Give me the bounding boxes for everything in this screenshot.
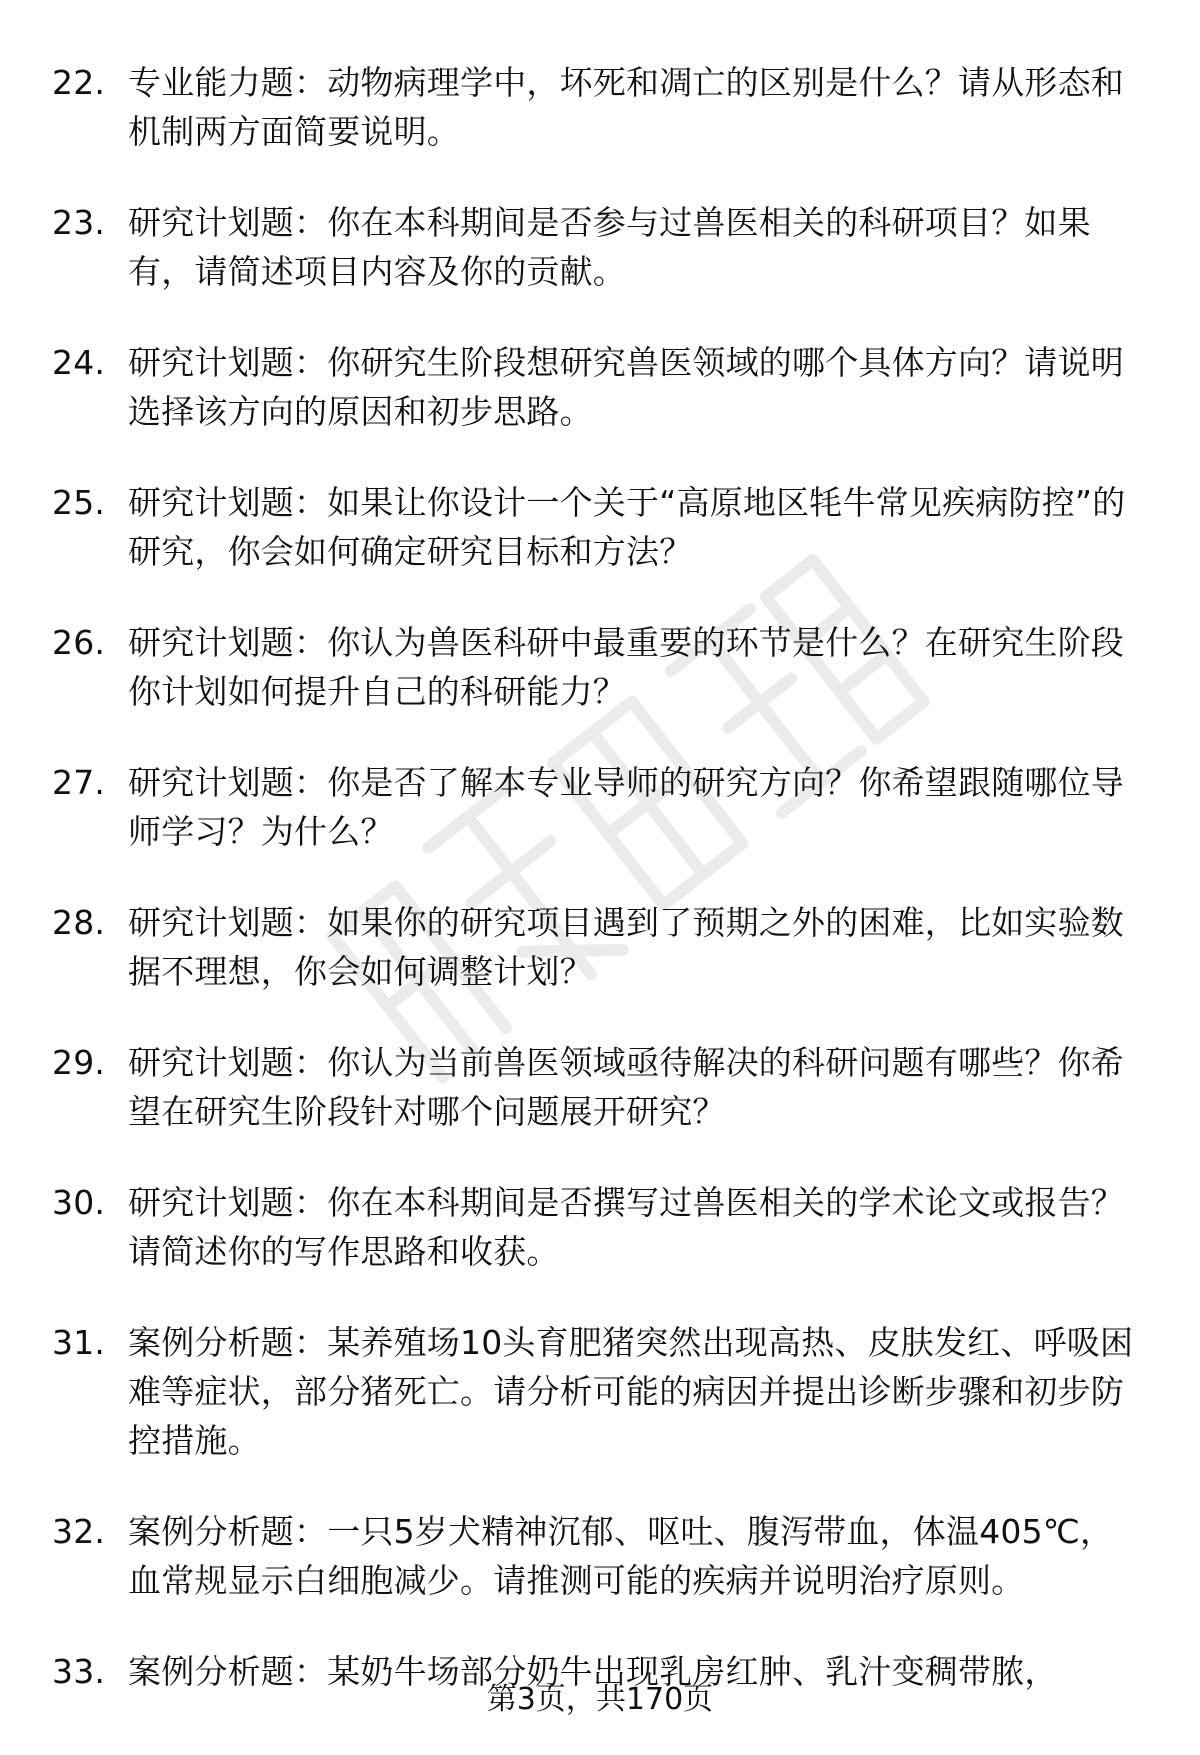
question-number: 28. xyxy=(52,903,106,942)
question-item xyxy=(0,758,1200,856)
question-number: 33. xyxy=(52,1652,106,1691)
question-number: 32. xyxy=(52,1512,106,1551)
question-text: 研究计划题：你认为当前兽医领域亟待解决的科研问题有哪些？你希望在研究生阶段针对哪个问题展开研究？ xyxy=(128,1043,1124,1131)
question-number: 31. xyxy=(52,1323,106,1362)
question-text: 研究计划题：你认为兽医科研中最重要的环节是什么？在研究生阶段你计划如何提升自己的科研能力？ xyxy=(128,623,1124,711)
question-text: 研究计划题：你是否了解本专业导师的研究方向？你希望跟随哪位导师学习？为什么？ xyxy=(128,763,1124,851)
question-number: 29. xyxy=(52,1043,106,1082)
question-item xyxy=(0,478,1200,576)
question-number: 26. xyxy=(52,623,106,662)
question-number: 24. xyxy=(52,343,106,382)
question-number: 30. xyxy=(52,1183,106,1222)
question-text: 案例分析题：某养殖场10头育肥猪突然出现高热、皮肤发红、呼吸困难等症状，部分猪死亡。请分析可能的病因并提出诊断步骤和初步防控措施。 xyxy=(128,1323,1134,1460)
question-text: 案例分析题：某奶牛场部分奶牛出现乳房红肿、乳汁变稠带脓， xyxy=(128,1652,1058,1691)
question-item xyxy=(0,338,1200,436)
question-number: 25. xyxy=(52,483,106,522)
question-text: 研究计划题：你在本科期间是否参与过兽医相关的科研项目？如果有，请简述项目内容及你的贡献。 xyxy=(128,203,1091,291)
question-item xyxy=(0,1507,1200,1605)
question-text: 研究计划题：如果让你设计一个关于“高原地区牦牛常见疾病防控”的研究，你会如何确定研究目标和方法？ xyxy=(128,483,1126,571)
question-text: 研究计划题：如果你的研究项目遇到了预期之外的困难，比如实验数据不理想，你会如何调整计划？ xyxy=(128,903,1124,991)
question-number: 22. xyxy=(52,63,106,102)
question-item xyxy=(0,1038,1200,1136)
question-text: 研究计划题：你研究生阶段想研究兽医领域的哪个具体方向？请说明选择该方向的原因和初步思路。 xyxy=(128,343,1124,431)
question-item xyxy=(0,618,1200,716)
question-item xyxy=(0,1178,1200,1276)
question-number: 23. xyxy=(52,203,106,242)
question-item xyxy=(0,198,1200,296)
question-list xyxy=(0,58,1200,1738)
question-number: 27. xyxy=(52,763,106,802)
question-text: 专业能力题：动物病理学中，坏死和凋亡的区别是什么？请从形态和机制两方面简要说明。 xyxy=(128,63,1124,151)
page-footer: 第3页，共170页 xyxy=(486,1682,714,1717)
question-item xyxy=(0,58,1200,156)
question-text: 案例分析题：一只5岁犬精神沉郁、呕吐、腹泻带血，体温405℃，血常规显示白细胞减少。请推测可能的疾病并说明治疗原则。 xyxy=(128,1512,1114,1600)
question-text: 研究计划题：你在本科期间是否撰写过兽医相关的学术论文或报告？请简述你的写作思路和收获。 xyxy=(128,1183,1124,1271)
question-item xyxy=(0,898,1200,996)
question-item xyxy=(0,1318,1200,1465)
